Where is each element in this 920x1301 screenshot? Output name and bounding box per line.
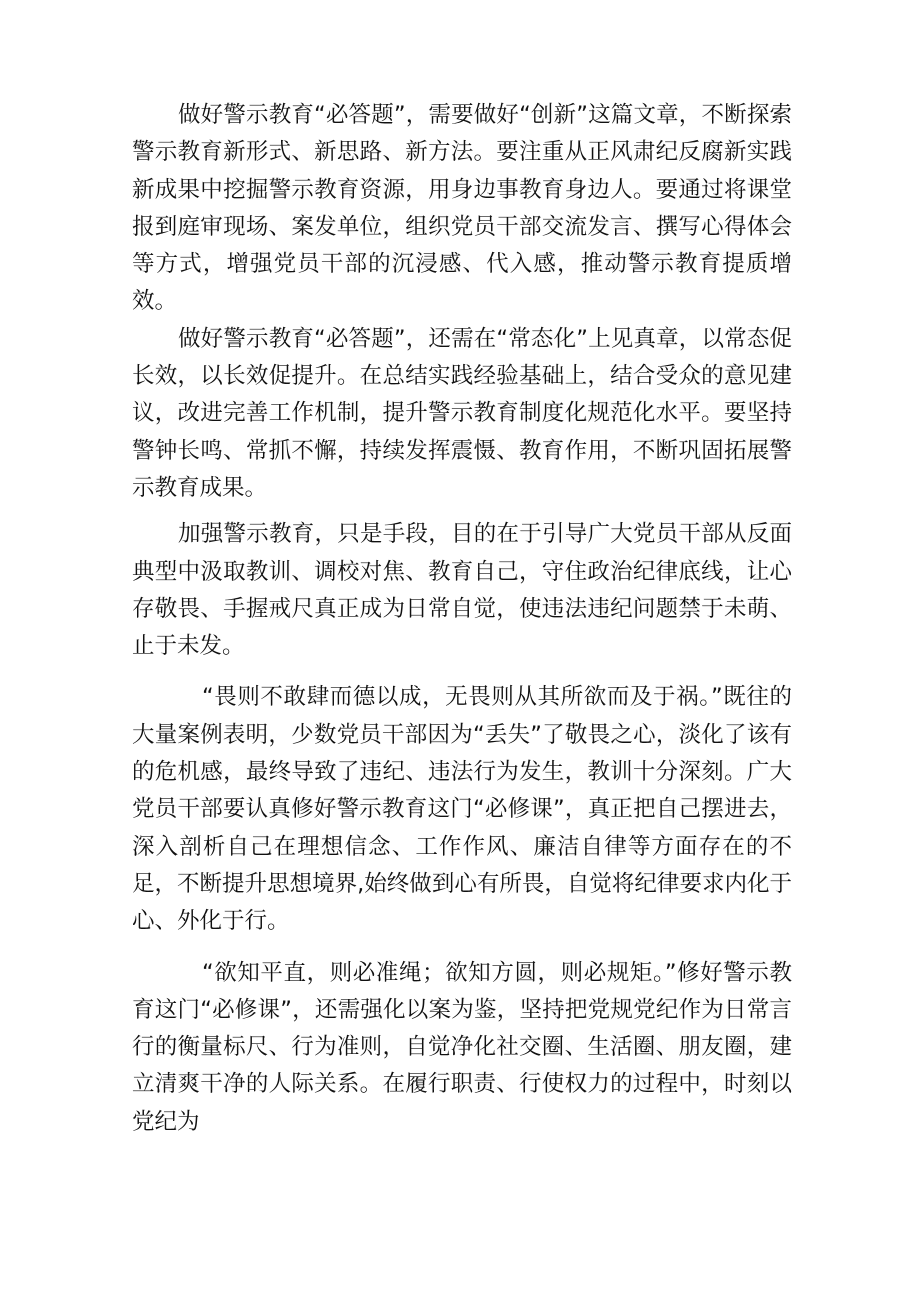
paragraph-normalization: 做好警示教育“必答题”，还需在“常态化”上见真章，以常态促长效，以长效促提升。在总结实践经验基础上，结合受众的意见建议，改进完善工作机制，提升警示教育制度化规范化水平。要坚持警钟长鸣、常抓不懈，持续发挥震慑、教育作用，不断巩固拓展警示教育成果。 [132,325,792,501]
paragraph-rules-quote: “欲知平直，则必准绳；欲知方圆，则必规矩。”修好警示教育这门“必修课”，还需强化以案为鉴，坚持把党规党纪作为日常言行的衡量标尺、行为准则，自觉净化社交圈、生活圈、朋友圈，建立清爽干净的人际关系。在履行职责、行使权力的过程中，时刻以党纪为 [132,959,792,1135]
document-body [132,97,792,1141]
paragraph-purpose: 加强警示教育，只是手段，目的在于引导广大党员干部从反面典型中汲取教训、调校对焦、教育自己，守住政治纪律底线，让心存敬畏、手握戒尺真正成为日常自觉，使违法违纪问题禁于未萌、止于未发。 [132,521,792,660]
paragraph-awe-quote: “畏则不敢肆而德以成，无畏则从其所欲而及于祸。”既往的大量案例表明，少数党员干部因为“丢失”了敬畏之心，淡化了该有的危机感，最终导致了违纪、违法行为发生，教训十分深刻。广大党员干部要认真修好警示教育这门“必修课”，真正把自己摆进去，深入剖析自己在理想信念、工作作风、廉洁自律等方面存在的不足，不断提升思想境界,始终做到心有所畏，自觉将纪律要求内化于心、外化于行。 [132,684,792,935]
paragraph-innovation: 做好警示教育“必答题”，需要做好“创新”这篇文章，不断探索警示教育新形式、新思路、新方法。要注重从正风肃纪反腐新实践新成果中挖掘警示教育资源，用身边事教育身边人。要通过将课堂报到庭审现场、案发单位，组织党员干部交流发言、撰写心得体会等方式，增强党员干部的沉浸感、代入感，推动警示教育提质增效。 [132,102,792,315]
